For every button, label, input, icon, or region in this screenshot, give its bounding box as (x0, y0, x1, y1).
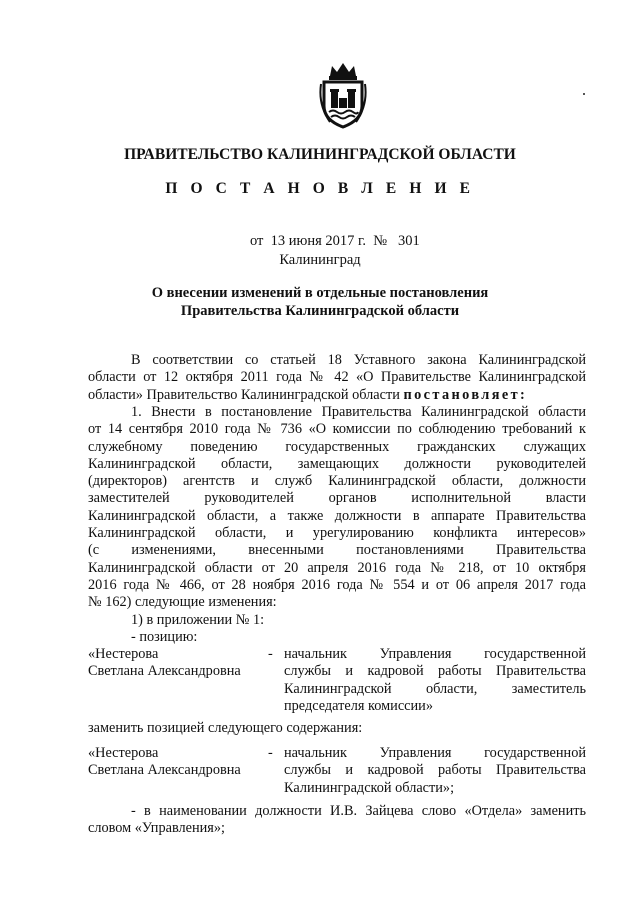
text-line: от 14 сентября 2010 года № 736 «О комиссии по соблюдению требований к (88, 421, 586, 438)
replace-with-line: заменить позицией следующего содержания: (88, 720, 363, 736)
text-line: области от 12 октября 2011 года № 42 «О Правительстве Калининградской (88, 369, 586, 386)
text-line: заместителей руководителей органов исполнительной власти (88, 490, 586, 507)
role-line: начальник Управления государственной (284, 646, 586, 662)
date-number-line (250, 233, 420, 250)
sub-item-position: - позицию: (131, 628, 198, 645)
text-line: Калининградской области, замещающих должности руководителей (88, 455, 586, 472)
person-line: Светлана Александровна (88, 663, 241, 680)
position-new (88, 745, 588, 799)
position-role (284, 745, 586, 797)
document-type: П О С Т А Н О В Л Е Н И Е (165, 180, 475, 197)
text-line: № 162) следующие изменения: (88, 594, 277, 611)
text-line: Калининградской области, а также должности в аппарате Правительства (88, 507, 586, 524)
text-line: служебному поведению государственных гражданских служащих (88, 438, 586, 455)
text-line: Калининградской области, и урегулированию конфликта интересов» (88, 525, 586, 542)
number-sign: № (373, 233, 388, 249)
document-number: 301 (397, 233, 420, 249)
text-line: - в наименовании должности И.В. Зайцева слово «Отдела» заменить (131, 803, 586, 819)
role-line: Калининградской области»; (284, 779, 455, 796)
text-line: словом «Управления»; (88, 820, 225, 837)
position-dash: - (268, 646, 273, 662)
position-role (284, 646, 586, 715)
role-line: начальник Управления государственной (284, 745, 586, 761)
text-line: В соответствии со статьей 18 Уставного закона Калининградской (131, 352, 586, 368)
scan-speck (583, 93, 585, 95)
role-line: Калининградской области, заместитель (284, 680, 586, 697)
position-person (88, 745, 268, 780)
resolve-word: постановляет: (403, 386, 528, 403)
role-line: службы и кадровой работы Правительства (284, 663, 586, 680)
text-line: 1. Внести в постановление Правительства Калининградской области (131, 404, 586, 420)
person-line: «Нестерова (88, 646, 159, 662)
city: Калининград (279, 252, 361, 268)
position-old (88, 646, 588, 718)
coat-of-arms-icon (318, 60, 368, 130)
preamble-paragraph (88, 352, 586, 404)
government-name: ПРАВИТЕЛЬСТВО КАЛИНИНГРАДСКОЙ ОБЛАСТИ (124, 146, 516, 163)
role-line: председателя комиссии» (284, 697, 433, 714)
text-line: (с изменениями, внесенными постановлениями Правительства (88, 542, 586, 559)
position-person (88, 646, 268, 681)
text-line-part: области» Правительство Калининградской области (88, 386, 400, 403)
sub-item-1: 1) в приложении № 1: (131, 611, 265, 628)
text-line: Калининградской области от 20 апреля 2016 года № 218, от 10 октября (88, 559, 586, 576)
person-line: Светлана Александровна (88, 762, 241, 779)
document-date: 13 июня 2017 г. (270, 233, 366, 249)
document-title (0, 284, 640, 320)
item-1-paragraph (88, 404, 586, 646)
text-line (88, 387, 586, 404)
title-line: О внесении изменений в отдельные постановления (151, 285, 489, 301)
position-dash: - (268, 745, 273, 761)
role-line: службы и кадровой работы Правительства (284, 762, 586, 779)
title-line: Правительства Калининградской области (180, 303, 460, 319)
text-line: 2016 года № 466, от 28 ноября 2016 года № 554 и от 06 апреля 2017 года (88, 576, 586, 593)
text-line: (директоров) агентств и служб Калининградской области, должности (88, 473, 586, 490)
last-item-paragraph (88, 803, 586, 838)
date-prefix: от (250, 233, 264, 249)
person-line: «Нестерова (88, 745, 159, 761)
